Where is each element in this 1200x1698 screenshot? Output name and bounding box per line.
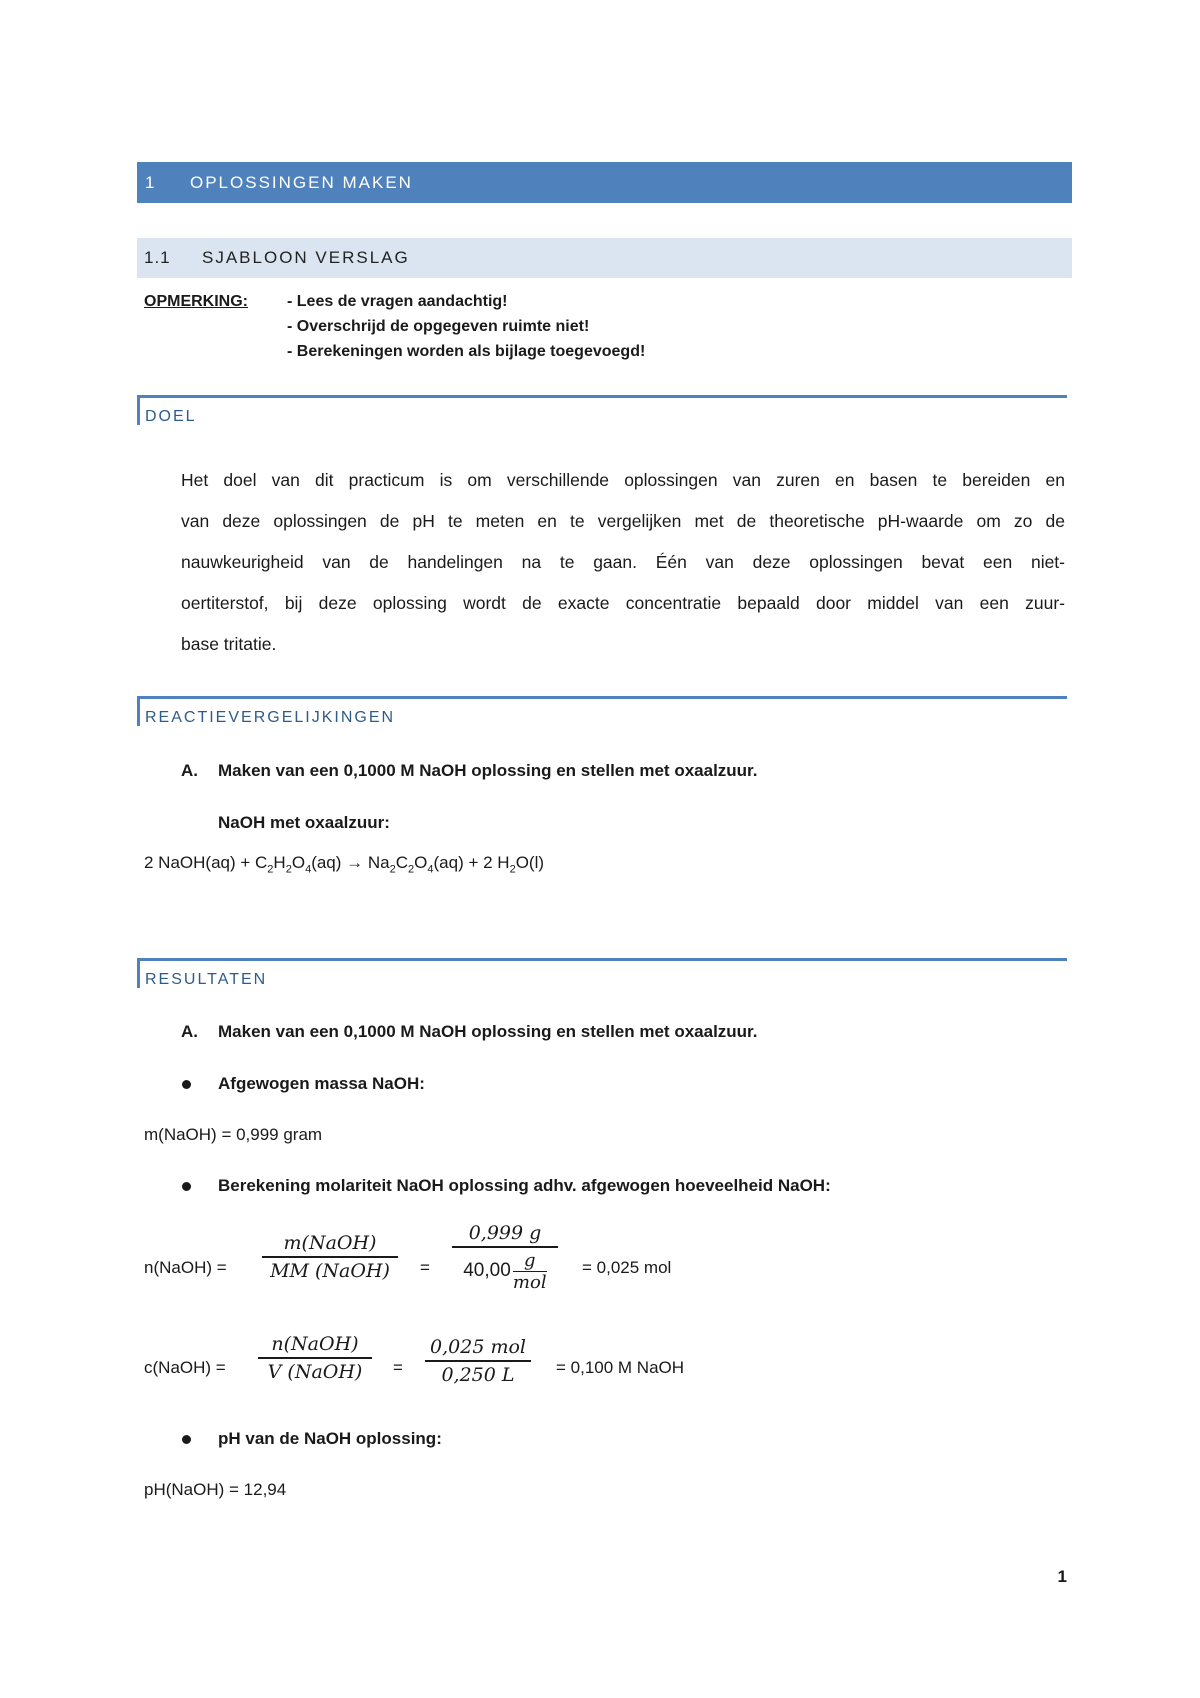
fraction: [425, 1336, 531, 1386]
heading-2: [137, 238, 1072, 278]
eq-part: O: [291, 853, 306, 872]
remark-line: - Berekeningen worden als bijlage toegevoegd!: [287, 343, 646, 360]
eq-subscript: 4: [427, 863, 434, 876]
paragraph-line: nauwkeurigheid van de handelingen na te gaan. Één van deze oplossingen bevat een niet-: [181, 552, 1065, 572]
eq-part: (aq) + 2 H: [433, 853, 510, 872]
denominator-value: 40,00: [463, 1260, 511, 1282]
heading-2-number: 1.1: [144, 248, 171, 267]
section-heading-reactie: [137, 696, 1067, 726]
reaction-equation: [144, 853, 544, 875]
fraction-denominator: V (NaOH): [267, 1360, 363, 1383]
c-calc-lhs: c(NaOH) =: [144, 1358, 226, 1377]
page-number: 1: [1057, 1567, 1067, 1586]
fraction: [258, 1333, 372, 1383]
arrow-icon: →: [346, 853, 364, 872]
eq-subscript: 4: [305, 863, 312, 876]
section-heading-reactie-text: REACTIEVERGELIJKINGEN: [145, 709, 396, 726]
c-calc-result: = 0,100 M NaOH: [556, 1358, 685, 1377]
n-calc-result: = 0,025 mol: [582, 1258, 672, 1277]
eq-subscript: 2: [509, 863, 516, 876]
list-item-text: Maken van een 0,1000 M NaOH oplossing en stellen met oxaalzuur.: [218, 1022, 758, 1041]
heading-1: [137, 162, 1072, 203]
heading-2-title: SJABLOON VERSLAG: [202, 248, 410, 267]
eq-part: O(l): [515, 853, 545, 872]
equals-sign: =: [393, 1358, 403, 1377]
paragraph-line: Het doel van dit practicum is om verschillende oplossingen van zuren en basen te bereiden en: [181, 470, 1065, 490]
remark-label: OPMERKING:: [144, 293, 248, 310]
doel-paragraph: [181, 460, 1065, 665]
fraction-denominator: [463, 1248, 547, 1294]
unit-denominator: mol: [512, 1272, 547, 1293]
fraction-numerator: m(NaOH): [283, 1232, 377, 1254]
fraction-numerator: n(NaOH): [271, 1333, 359, 1355]
ph-line: pH(NaOH) = 12,94: [144, 1480, 287, 1499]
mass-line: m(NaOH) = 0,999 gram: [144, 1125, 323, 1144]
unit-fraction: [513, 1250, 547, 1294]
paragraph-line: base tritatie.: [181, 634, 277, 654]
fraction: [262, 1232, 398, 1282]
paragraph-line: van deze oplossingen de pH te meten en te vergelijken met de theoretische pH-waarde om zo de: [181, 511, 1065, 531]
bullet-text: pH van de NaOH oplossing:: [218, 1429, 442, 1448]
eq-part: 2 NaOH(aq) + C: [144, 853, 268, 872]
fraction-denominator: MM (NaOH): [270, 1259, 390, 1282]
fraction-numerator: 0,025 mol: [430, 1336, 526, 1358]
remark-line: - Lees de vragen aandachtig!: [287, 293, 508, 310]
fraction-denominator: 0,250 L: [441, 1363, 515, 1386]
section-heading-doel-text: DOEL: [145, 408, 197, 425]
bullet-text: Berekening molariteit NaOH oplossing adhv. afgewogen hoeveelheid NaOH:: [218, 1176, 831, 1195]
heading-1-title: OPLOSSINGEN MAKEN: [190, 172, 413, 192]
section-heading-doel: [137, 395, 1067, 425]
bullet-icon: [182, 1080, 191, 1089]
remark-line: - Overschrijd de opgegeven ruimte niet!: [287, 318, 590, 335]
list-letter: A.: [181, 761, 198, 780]
eq-subscript: 2: [267, 863, 274, 876]
list-letter: A.: [181, 1022, 198, 1041]
eq-subscript: 2: [389, 863, 396, 876]
fraction: [452, 1222, 558, 1293]
section-heading-resultaten: [137, 958, 1067, 988]
eq-part: (aq): [311, 853, 347, 872]
n-calc-lhs: n(NaOH) =: [144, 1258, 227, 1277]
equals-sign: =: [420, 1258, 430, 1277]
eq-part: H: [273, 853, 286, 872]
subheading: NaOH met oxaalzuur:: [218, 813, 390, 832]
unit-numerator: g: [524, 1249, 536, 1271]
bullet-icon: [182, 1435, 191, 1444]
fraction-numerator: 0,999 g: [468, 1222, 542, 1244]
paragraph-line: oertiterstof, bij deze oplossing wordt de exacte concentratie bepaald door middel van een zuur-: [181, 593, 1065, 613]
section-heading-resultaten-text: RESULTATEN: [145, 971, 268, 988]
bullet-text: Afgewogen massa NaOH:: [218, 1074, 425, 1093]
eq-part: C: [395, 853, 409, 872]
bullet-icon: [182, 1182, 191, 1191]
eq-part: O: [414, 853, 428, 872]
list-item-text: Maken van een 0,1000 M NaOH oplossing en stellen met oxaalzuur.: [218, 761, 758, 780]
eq-part: Na: [363, 853, 390, 872]
eq-subscript: 2: [285, 863, 292, 876]
heading-1-number: 1: [145, 172, 157, 192]
eq-subscript: 2: [408, 863, 415, 876]
